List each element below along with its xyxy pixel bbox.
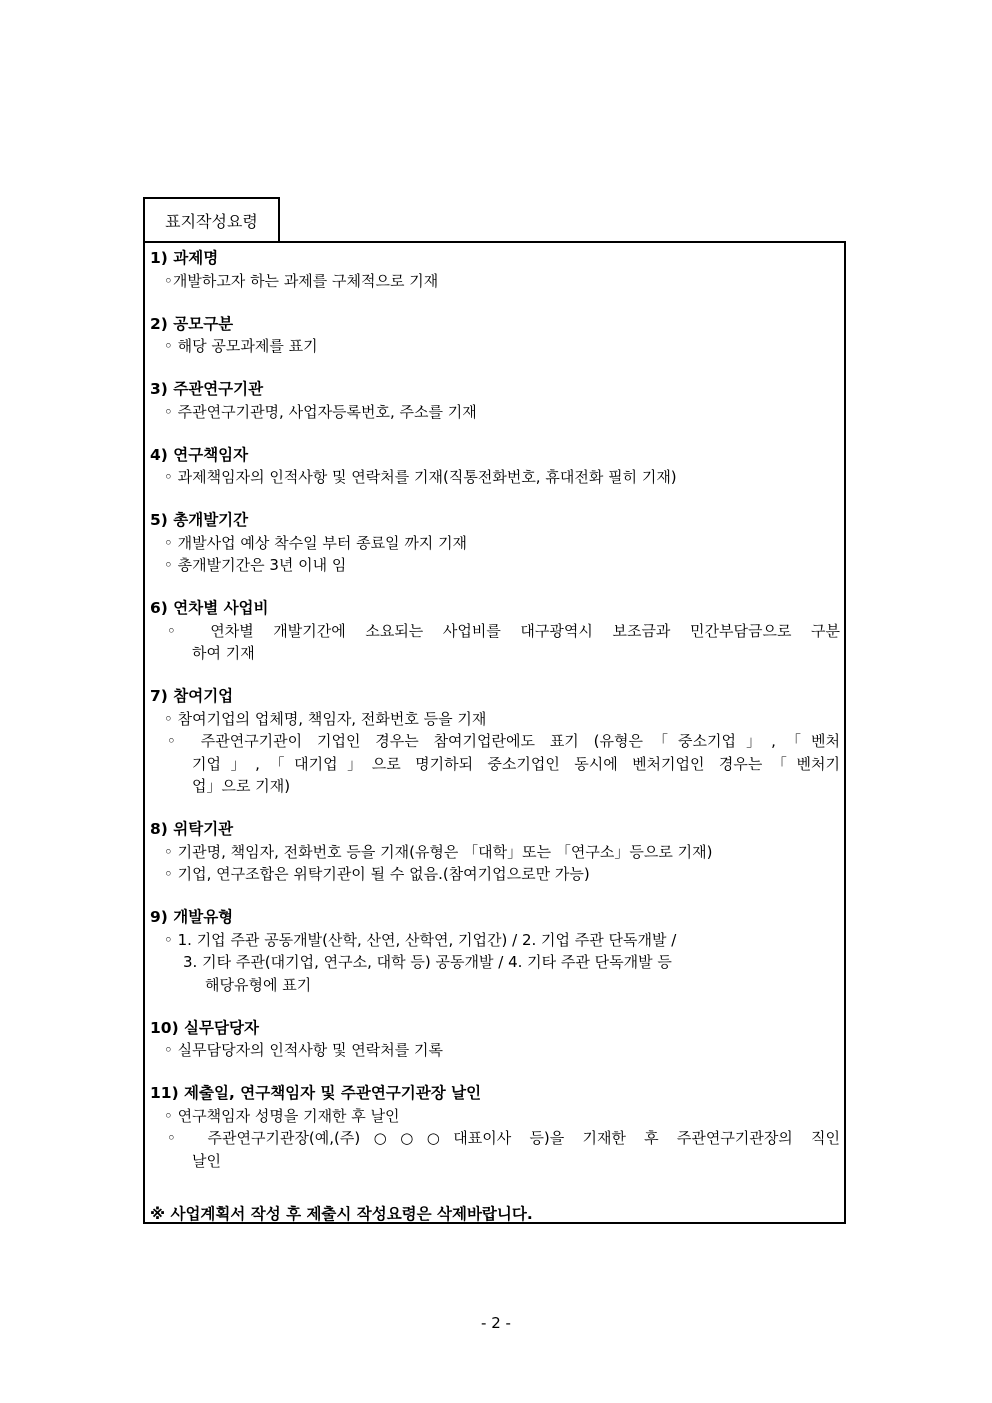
page-number: - 2 -	[481, 1314, 511, 1332]
section-heading: 2) 공모구분	[150, 314, 234, 333]
section-line: ◦ 연구책임자 성명을 기재한 후 날인	[164, 1106, 400, 1125]
section-line: ◦ 기관명, 책임자, 전화번호 등을 기재(유형은 「대학」또는 「연구소」등으로 기재)	[164, 842, 713, 861]
section-line: ◦ 주관연구기관명, 사업자등록번호, 주소를 기재	[164, 402, 477, 421]
section-annual-budget	[150, 597, 840, 665]
section-principal-investigator	[150, 444, 840, 489]
deletion-note: ※ 사업계획서 작성 후 제출시 작성요령은 삭제바랍니다.	[150, 1205, 533, 1223]
section-participating-company	[150, 685, 840, 798]
section-line: 3. 기타 주관(대기업, 연구소, 대학 등) 공동개발 / 4. 기타 주관 단독개발 등	[183, 953, 672, 971]
section-line: ◦ 1. 기업 주관 공동개발(산학, 산연, 산학연, 기업간) / 2. 기업 주관 단독개발 /	[164, 930, 677, 949]
section-line: ◦ 연차별 개발기간에 소요되는 사업비를 대구광역시 보조금과 민간부담금으로 구분	[167, 621, 840, 640]
section-line: ◦ 참여기업의 업체명, 책임자, 전화번호 등을 기재	[164, 709, 487, 728]
section-heading: 7) 참여기업	[150, 687, 234, 705]
section-commissioned-institution	[150, 818, 840, 886]
section-lead-institution	[150, 378, 840, 423]
section-line: 날인	[192, 1151, 221, 1170]
section-task-name	[150, 247, 840, 292]
section-heading: 11) 제출일, 연구책임자 및 주관연구기관장 날인	[150, 1084, 482, 1102]
section-line: ◦ 주관연구기관장(예,(주)○○○대표이사 등)을 기재한 후 주관연구기관장의 직인	[167, 1129, 840, 1147]
section-heading: 6) 연차별 사업비	[150, 599, 269, 617]
section-line: ◦개발하고자 하는 과제를 구체적으로 기재	[164, 271, 439, 290]
section-heading: 5) 총개발기간	[150, 511, 249, 529]
section-line: 하여 기재	[192, 644, 255, 662]
section-line: ◦ 해당 공모과제를 표기	[164, 337, 318, 355]
section-line: ◦ 주관연구기관이 기업인 경우는 참여기업란에도 표기 (유형은「중소기업」,「벤처	[167, 732, 840, 750]
section-line: ◦ 개발사업 예상 착수일 부터 종료일 까지 기재	[164, 533, 468, 552]
section-heading: 9) 개발유형	[150, 908, 234, 926]
section-heading: 4) 연구책임자	[150, 445, 249, 464]
section-line: ◦ 총개발기간은 3년 이내 임	[164, 556, 347, 574]
section-heading: 8) 위탁기관	[150, 820, 234, 838]
section-line: ◦ 실무담당자의 인적사항 및 연락처를 기록	[164, 1041, 444, 1059]
section-heading: 1) 과제명	[150, 249, 219, 267]
section-submission-seal	[150, 1082, 840, 1172]
section-line: 기업」,「대기업」으로 명기하되 중소기업인 동시에 벤처기업인 경우는「벤처기	[192, 754, 840, 773]
section-heading: 10) 실무담당자	[150, 1018, 259, 1037]
section-heading: 3) 주관연구기관	[150, 380, 264, 398]
section-line: 업」으로 기재)	[192, 777, 291, 795]
section-line: ◦ 과제책임자의 인적사항 및 연락처를 기재(직통전화번호, 휴대전화 필히 기재)	[164, 468, 677, 486]
form-guide-tab-title: 표지작성요령	[143, 197, 280, 241]
section-development-type	[150, 906, 840, 996]
section-line: ◦ 기업, 연구조합은 위탁기관이 될 수 없음.(참여기업으로만 가능)	[164, 865, 590, 883]
section-line: 해당유형에 표기	[205, 975, 312, 994]
section-call-type	[150, 313, 840, 358]
section-working-contact	[150, 1017, 840, 1062]
form-guide-box	[143, 241, 846, 1224]
section-total-period	[150, 509, 840, 577]
